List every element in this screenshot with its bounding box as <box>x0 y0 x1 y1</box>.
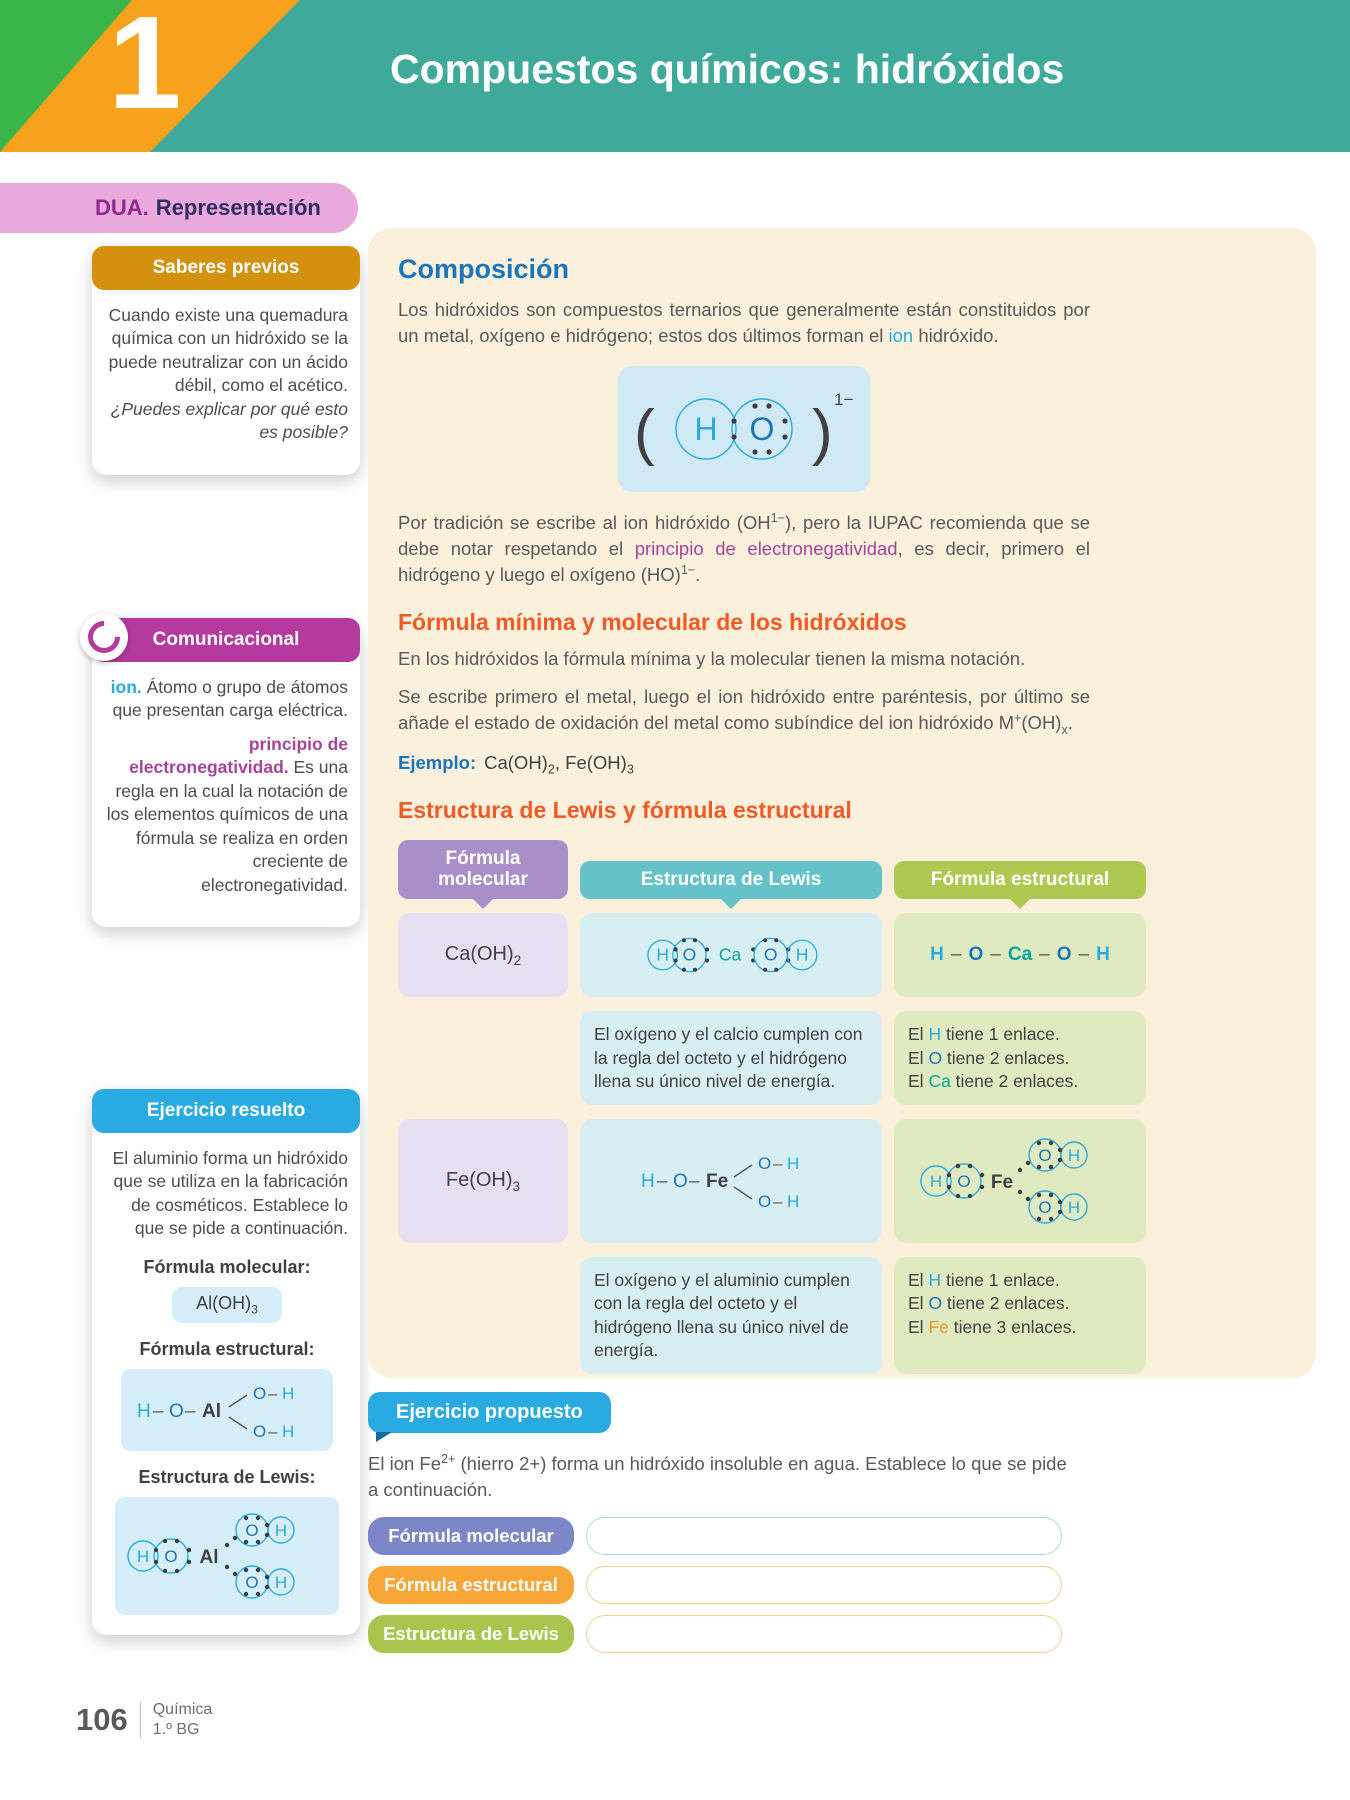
lewis-heading: Estructura de Lewis y fórmula estructural <box>398 796 852 823</box>
dua-text: Representación <box>155 195 321 220</box>
comunicacional-icon <box>80 613 128 661</box>
ejercicio-resuelto-title: Ejercicio resuelto <box>146 1100 306 1121</box>
svg-text:O: O <box>253 1421 267 1441</box>
saberes-previos-card <box>92 246 360 475</box>
svg-text:–: – <box>268 1383 278 1403</box>
svg-text:H: H <box>1067 1146 1081 1166</box>
svg-text:Fe: Fe <box>706 1171 729 1193</box>
main-panel <box>368 228 1316 1378</box>
svg-text:–: – <box>657 1171 668 1193</box>
svg-text:H: H <box>694 410 718 447</box>
comunicacional-body <box>92 662 360 927</box>
empty-cell <box>398 1011 568 1105</box>
svg-text:–: – <box>268 1421 278 1441</box>
svg-text:): ) <box>812 397 833 467</box>
hydroxide-ion-box <box>618 366 870 492</box>
footer-course: Química 1.º BG <box>152 1701 213 1738</box>
al-oh3-structural-diagram <box>129 1371 325 1449</box>
estructura-lewis-pill: Estructura de Lewis <box>368 1615 574 1653</box>
fe-oh3-structural-diagram <box>633 1139 829 1223</box>
term-electronegatividad: principio de electronegatividad. <box>129 733 348 778</box>
svg-text:H: H <box>282 1383 295 1403</box>
cell-formula-fe: $Fe(OH)_3$ <box>398 1119 568 1243</box>
svg-text:O: O <box>763 944 778 965</box>
svg-text:H: H <box>274 1521 288 1541</box>
saberes-question: ¿Puedes explicar por qué esto es posible? <box>110 398 348 443</box>
footer-divider <box>140 1702 141 1738</box>
table-header-formula-estructural: Fórmula estructural <box>894 840 1146 900</box>
svg-text:O: O <box>749 410 775 447</box>
svg-text:–: – <box>773 1192 783 1212</box>
fe-oh3-lewis-diagram <box>912 1125 1128 1237</box>
ejercicio-propuesto-section <box>368 1392 1316 1664</box>
ejemplo-line: Ejemplo: $Ca(OH)_2$, $Fe(OH)_3$ <box>398 751 634 777</box>
svg-text:–: – <box>689 1171 700 1193</box>
answer-row-estructura-lewis <box>368 1615 1316 1653</box>
svg-text:O: O <box>758 1192 772 1212</box>
ejercicio-resuelto-text: El aluminio forma un hidróxido que se utiliza en la fabricación de cosméticos. Establece lo que se pide a continuación. <box>112 1148 348 1239</box>
fe-label: Fórmula estructural: <box>139 1338 315 1359</box>
formula-molecular-pill: Fórmula molecular <box>368 1517 574 1555</box>
term-ion: ion. <box>110 677 142 697</box>
estructura-lewis-answer-field[interactable] <box>586 1615 1062 1653</box>
ca-oh2-lewis-diagram <box>631 919 831 991</box>
svg-text:O: O <box>957 1172 971 1192</box>
hydroxide-ion-lewis-diagram <box>628 373 860 485</box>
ejemplo-label: Ejemplo: <box>398 751 477 773</box>
svg-text:–: – <box>773 1154 783 1174</box>
table-header-estructura-lewis: Estructura de Lewis <box>580 840 882 900</box>
comunicacional-title: Comunicacional <box>152 629 300 650</box>
page-header <box>0 0 1350 152</box>
svg-text:H: H <box>641 1171 655 1193</box>
svg-text:O: O <box>673 1171 688 1193</box>
formula-molecular-answer-field[interactable] <box>586 1517 1062 1555</box>
unit-number: 1 <box>108 0 182 136</box>
lewis-table <box>398 840 1286 1375</box>
cell-formula-ca: $Ca(OH)_2$ <box>398 913 568 997</box>
svg-text:H: H <box>795 944 809 965</box>
answer-row-formula-molecular <box>368 1517 1316 1555</box>
fm-value: Al(OH) <box>196 1293 252 1314</box>
svg-text:Al: Al <box>202 1400 221 1422</box>
svg-text:H: H <box>787 1154 800 1174</box>
def-ion: Átomo o grupo de átomos que presentan carga eléctrica. <box>112 677 348 721</box>
ejercicio-resuelto-card <box>92 1089 360 1635</box>
svg-text:H: H <box>1067 1198 1081 1218</box>
svg-text:O: O <box>1038 1198 1052 1218</box>
saberes-text: Cuando existe una quemadura química con un hidróxido se la puede neutralizar con un ácido débil, como el acético. <box>108 305 348 396</box>
svg-text:Fe: Fe <box>990 1172 1014 1194</box>
composicion-heading: Composición <box>398 254 570 284</box>
paragraph-escritura: Se escribe primero el metal, luego el ion hidróxido entre paréntesis, por último se añade el estado de oxidación del metal como subíndice del ion hidróxido $M^+(OH)_x$. <box>398 685 1090 738</box>
saberes-previos-body <box>92 290 360 475</box>
cell-lewis-ca <box>580 913 882 997</box>
principio-term: principio de electronegatividad <box>634 537 898 559</box>
svg-text:O: O <box>169 1400 184 1422</box>
paragraph-notacion: En los hidróxidos la fórmula mínima y la molecular tienen la misma notación. <box>398 647 1026 669</box>
cell-lewis-fe <box>894 1119 1146 1243</box>
fm-label: Fórmula molecular: <box>143 1256 311 1277</box>
formula-minima-heading: Fórmula mínima y molecular de los hidróxidos <box>398 608 907 635</box>
al-oh3-lewis-diagram <box>119 1500 335 1612</box>
note-fe-enlaces: El H tiene 1 enlace. El O tiene 2 enlaces. El Fe tiene 3 enlaces. <box>894 1257 1146 1374</box>
svg-text:H: H <box>787 1192 800 1212</box>
cell-structural-ca <box>894 913 1146 997</box>
svg-text:O: O <box>682 944 697 965</box>
svg-text:Al: Al <box>199 1547 219 1569</box>
formula-estructural-answer-field[interactable] <box>586 1566 1062 1604</box>
comunicacional-card <box>92 618 360 927</box>
comunicacional-header <box>92 618 360 662</box>
svg-text:O: O <box>245 1573 259 1593</box>
cell-structural-fe <box>580 1119 882 1243</box>
ca-structural-formula: H – O – Ca – O – H <box>930 944 1110 966</box>
paragraph-tradicion: Por tradición se escribe al ion hidróxido $(OH^{1-})$, pero la IUPAC recomienda que se debe notar respetando el principio de electronegatividad, es decir, primero el hidrógeno y luego el oxígeno (HO)$^{1-}$. <box>398 510 1090 586</box>
svg-text:H: H <box>656 944 670 965</box>
page-title: Compuestos químicos: hidróxidos <box>390 46 1065 92</box>
formula-estructural-pill: Fórmula estructural <box>368 1566 574 1604</box>
ejercicio-propuesto-text: El ion $Fe^{2+}$ (hierro 2+) forma un hidróxido insoluble en agua. Establece lo que se pide a continuación. <box>368 1452 1067 1501</box>
svg-text:O: O <box>1038 1146 1052 1166</box>
svg-text:O: O <box>245 1521 259 1541</box>
note-ca-lewis: El oxígeno y el calcio cumplen con la regla del octeto y el hidrógeno llena su único nivel de energía. <box>580 1011 882 1105</box>
svg-text:O: O <box>758 1154 772 1174</box>
ejercicio-resuelto-body <box>92 1133 360 1635</box>
lewis-label: Estructura de Lewis: <box>138 1466 316 1487</box>
ejercicio-resuelto-header <box>92 1089 360 1133</box>
svg-text:O: O <box>164 1547 178 1567</box>
saberes-previos-header <box>92 246 360 290</box>
def-electronegatividad: Es una regla en la cual la notación de los elementos químicos de una fórmula se realiza en orden creciente de electronegatividad. <box>106 757 348 895</box>
dua-band <box>0 183 358 233</box>
svg-text:(: ( <box>634 397 655 467</box>
note-fe-struct: El oxígeno y el aluminio cumplen con la regla del octeto y el hidrógeno llena su único nivel de energía. <box>580 1257 882 1374</box>
svg-text:H: H <box>282 1421 295 1441</box>
dua-label: DUA. <box>95 195 149 220</box>
svg-text:Ca: Ca <box>718 944 742 965</box>
al-structural-chip <box>121 1369 333 1451</box>
svg-text:O: O <box>253 1383 267 1403</box>
table-header-formula-molecular: Fórmula molecular <box>398 840 568 900</box>
saberes-previos-title: Saberes previos <box>152 257 300 278</box>
ion-charge: 1− <box>834 389 854 409</box>
svg-text:H: H <box>929 1172 943 1192</box>
paragraph-composicion: Los hidróxidos son compuestos ternarios que generalmente están constituidos por un metal, oxígeno e hidrógeno; estos dos últimos forman el ion hidróxido. <box>398 299 1090 347</box>
svg-text:H: H <box>136 1547 150 1567</box>
note-ca-enlaces: El H tiene 1 enlace. El O tiene 2 enlaces. El Ca tiene 2 enlaces. <box>894 1011 1146 1105</box>
svg-text:H: H <box>137 1400 151 1422</box>
answer-row-formula-estructural <box>368 1566 1316 1604</box>
page-number: 106 <box>76 1702 128 1737</box>
fm-value-chip: $Al(OH)_3$ <box>172 1287 282 1323</box>
page-footer <box>76 1700 212 1740</box>
ion-term: ion <box>888 325 914 347</box>
svg-text:H: H <box>274 1573 288 1593</box>
empty-cell <box>398 1257 568 1374</box>
ejercicio-propuesto-tab: Ejercicio propuesto <box>368 1392 611 1433</box>
al-lewis-chip <box>115 1497 339 1615</box>
svg-text:–: – <box>185 1400 196 1422</box>
svg-text:–: – <box>153 1400 164 1422</box>
